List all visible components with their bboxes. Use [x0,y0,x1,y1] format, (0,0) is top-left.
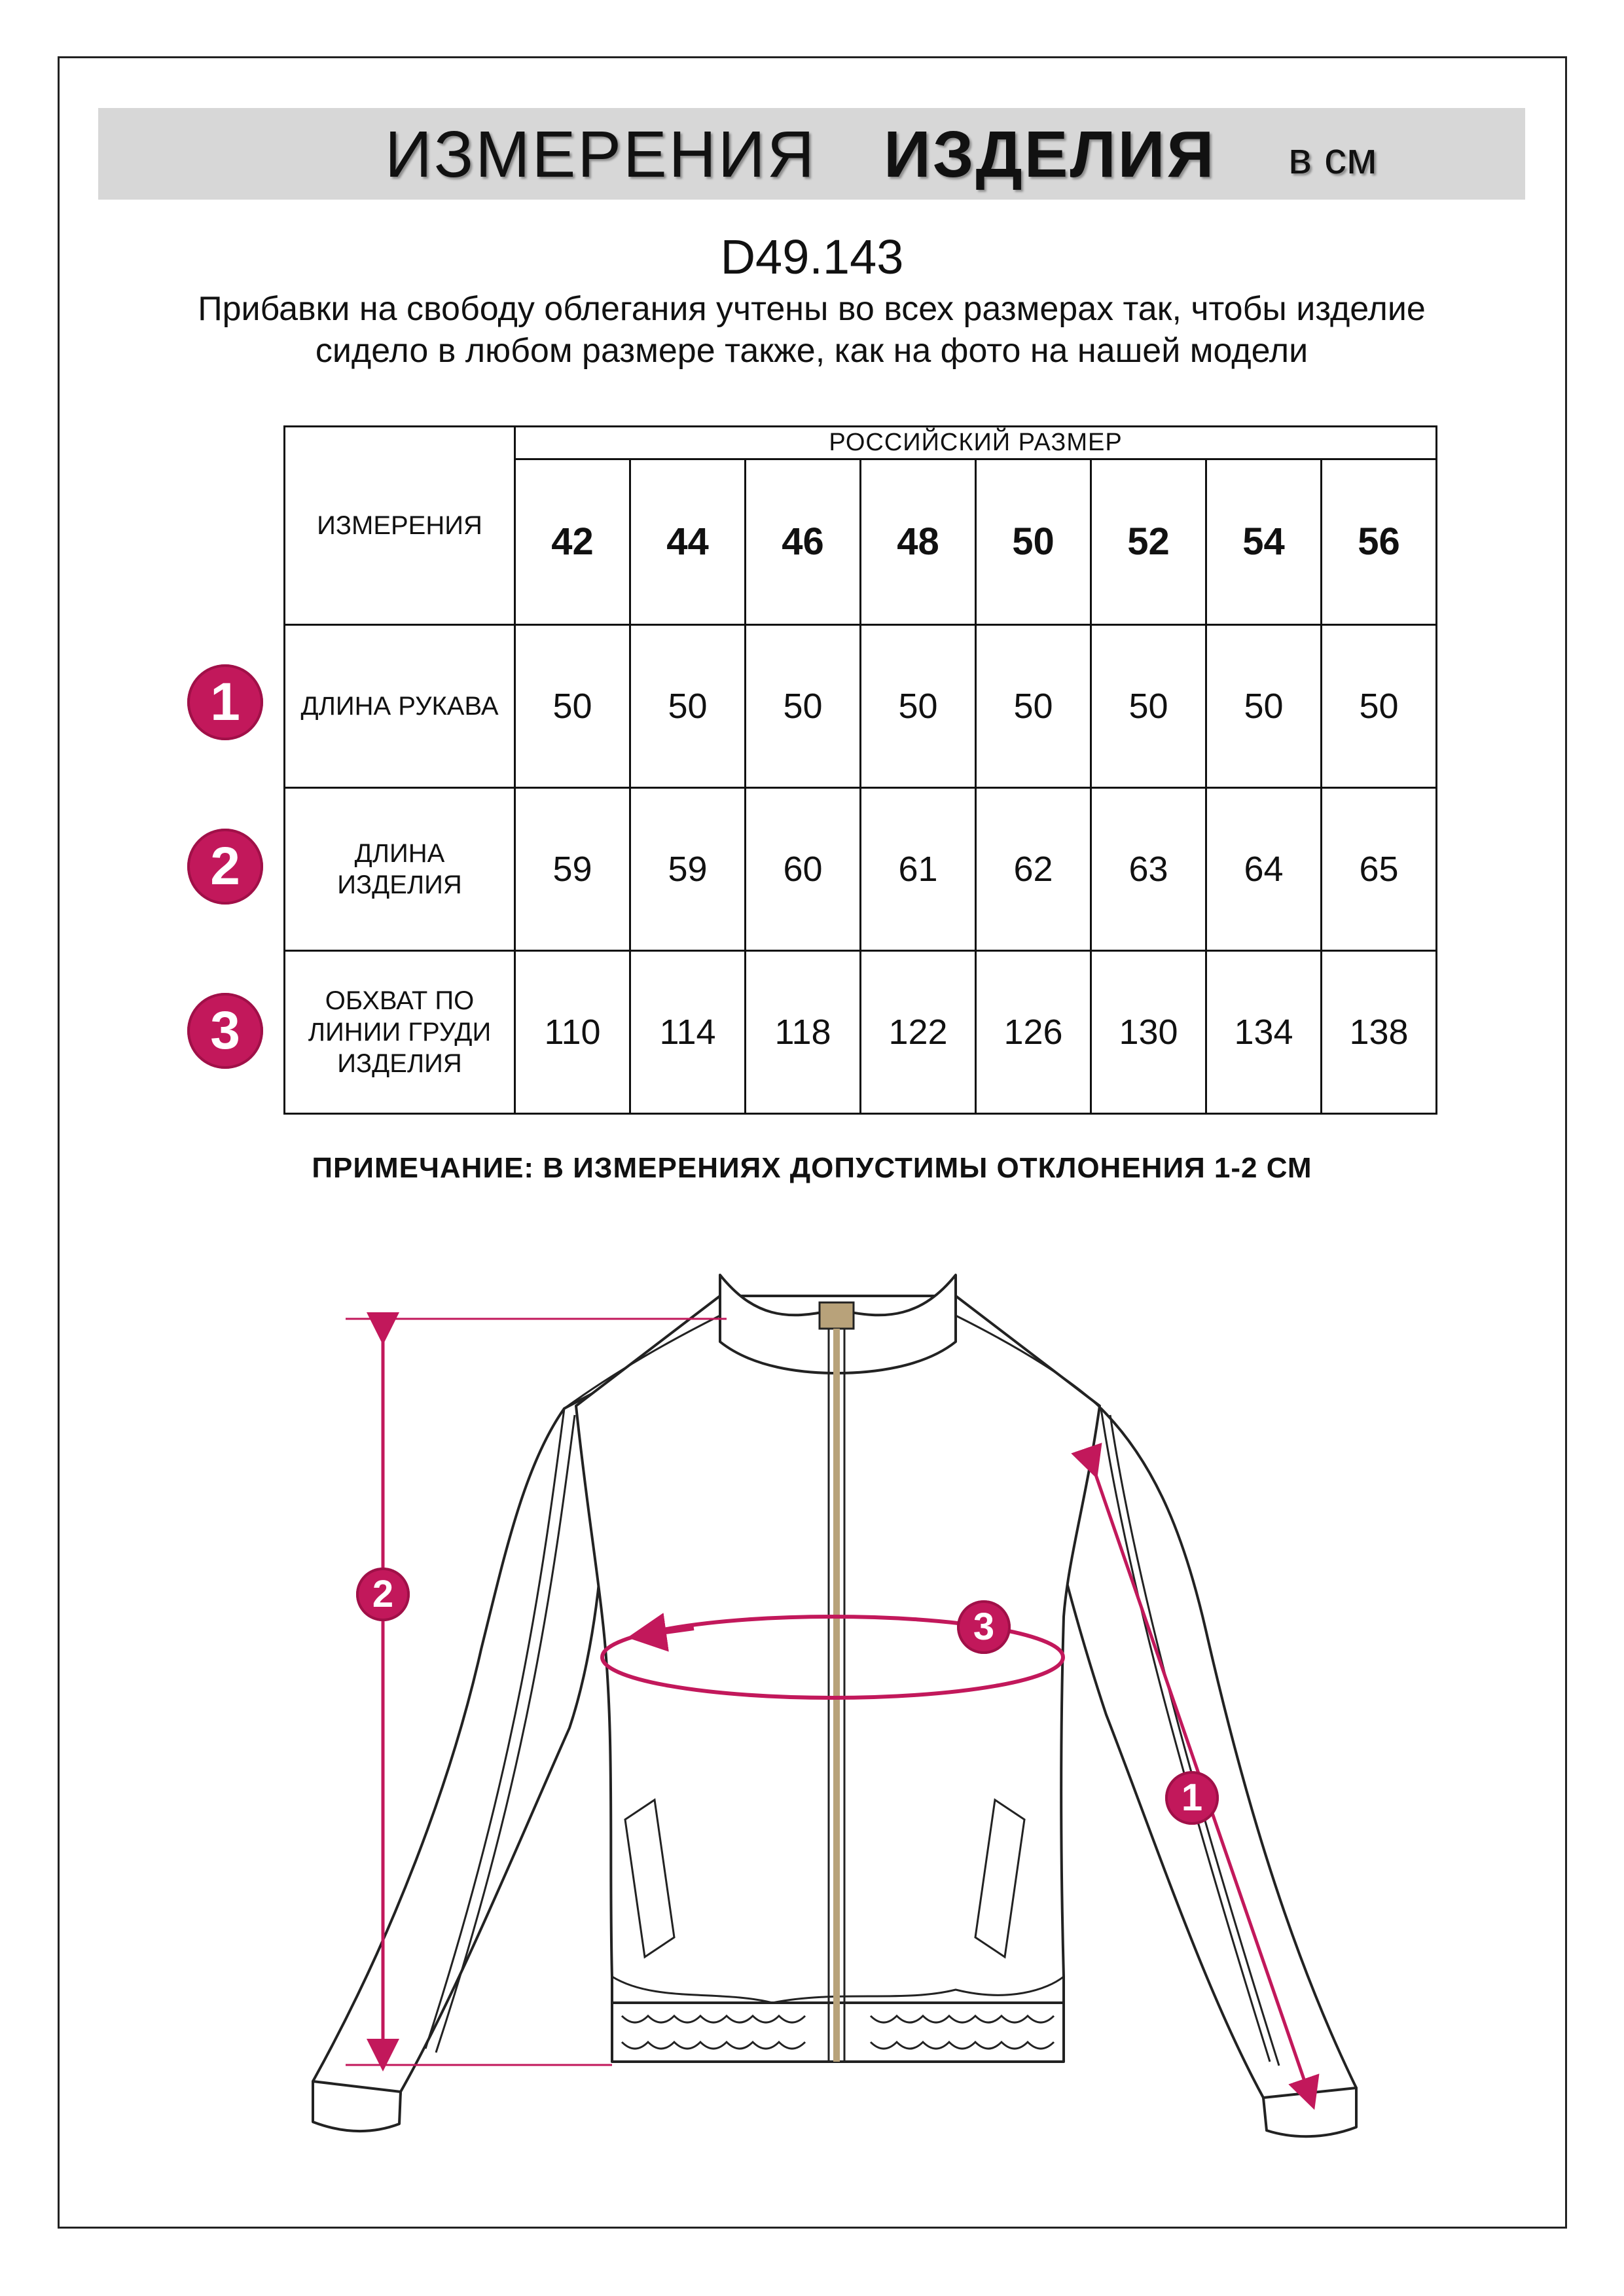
size-header: 46 [746,459,861,624]
size-header: 54 [1206,459,1322,624]
table-cell: 61 [861,788,976,951]
row-marker-1: 1 [187,664,263,740]
table-cell: 65 [1322,788,1437,951]
table-cell: 138 [1322,951,1437,1114]
size-group-header: РОССИЙСКИЙ РАЗМЕР [515,427,1437,459]
table-cell: 63 [1091,788,1206,951]
table-cell: 50 [746,625,861,788]
row-label: ДЛИНА РУКАВА [285,625,515,788]
row-label: ОБХВАТ ПО ЛИНИИ ГРУДИ ИЗДЕЛИЯ [285,951,515,1114]
article-number: D49.143 [720,230,904,284]
diagram-marker-3: 3 [957,1600,1011,1654]
table-cell: 114 [630,951,746,1114]
tolerance-note: ПРИМЕЧАНИЕ: В ИЗМЕРЕНИЯХ ДОПУСТИМЫ ОТКЛОНЕНИЯ 1-2 СМ [312,1152,1312,1184]
measure-header: ИЗМЕРЕНИЯ [285,427,515,625]
table-cell: 59 [515,788,630,951]
table-cell: 59 [630,788,746,951]
row-marker-2: 2 [187,829,263,905]
table-cell: 60 [746,788,861,951]
table-cell: 50 [1206,625,1322,788]
table-cell: 50 [515,625,630,788]
table-cell: 50 [630,625,746,788]
table-cell: 110 [515,951,630,1114]
size-header: 52 [1091,459,1206,624]
table-cell: 134 [1206,951,1322,1114]
title-units: в см [1288,134,1377,183]
row-label: ДЛИНА ИЗДЕЛИЯ [285,788,515,951]
table-cell: 50 [861,625,976,788]
size-header: 56 [1322,459,1437,624]
table-cell: 62 [976,788,1091,951]
table-cell: 64 [1206,788,1322,951]
table-cell: 118 [746,951,861,1114]
table-cell: 50 [1091,625,1206,788]
table-cell: 122 [861,951,976,1114]
title-measurements: ИЗМЕРЕНИЯ [385,118,816,191]
table-cell: 126 [976,951,1091,1114]
diagram-marker-1: 1 [1165,1771,1219,1825]
table-cell: 50 [1322,625,1437,788]
row-marker-3: 3 [187,993,263,1069]
title-product: ИЗДЕЛИЯ [884,118,1216,191]
size-header: 44 [630,459,746,624]
size-header: 48 [861,459,976,624]
table-cell: 130 [1091,951,1206,1114]
fit-note: Прибавки на свободу облегания учтены во всех размерах так, чтобы изделие сидело в любом размере также, как на фото на нашей модели [198,290,1426,370]
table-cell: 50 [976,625,1091,788]
size-header: 50 [976,459,1091,624]
size-header: 42 [515,459,630,624]
diagram-marker-2: 2 [356,1568,410,1621]
